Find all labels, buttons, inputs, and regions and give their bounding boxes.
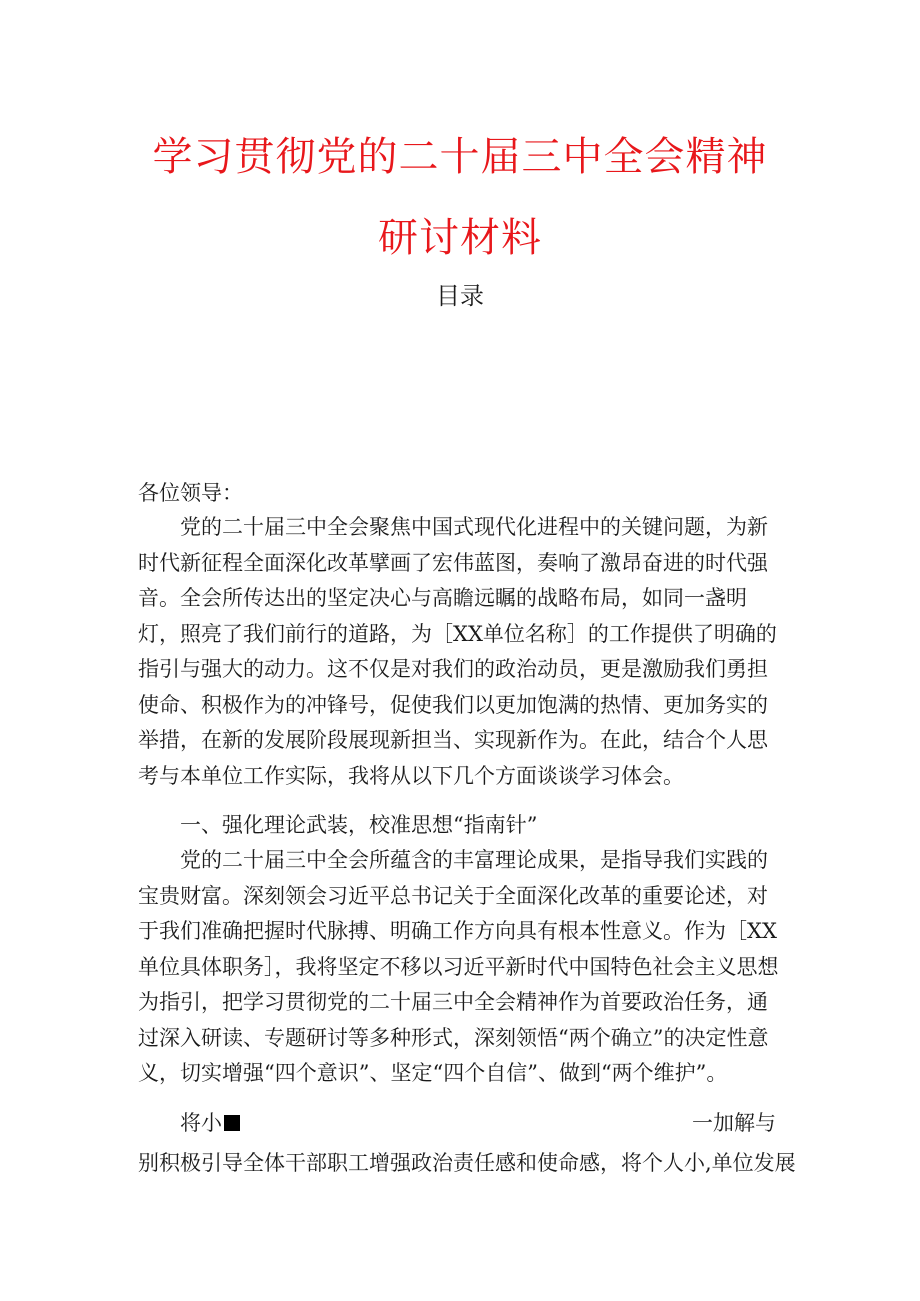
document-title-line1: 学习贯彻党的二十届三中全会精神 xyxy=(152,134,768,180)
redaction-square-icon xyxy=(224,1115,240,1131)
fragment-text: 将小 xyxy=(180,1111,222,1135)
section-1-paragraph: 党的二十届三中全会所蕴含的丰富理论成果，是指导我们实践的宝贵财富。深刻领会习近平总书记关于全面深化改革的重要论述，对于我们准确把握时代脉搏、明确工作方向具有根本性意义。作为［XX单位具体职务］，我将坚定不移以习近平新时代中国特色社会主义思想为指引，把学习贯彻党的二十届三中全会精神作为首要政治任务，通过深入研读、专题研讨等多种形式，深刻领悟“两个确立”的决定性意义，切实增强“四个意识”、坚定“四个自信”、做到“两个维护”。 xyxy=(138,848,779,1085)
intro-paragraph: 党的二十届三中全会聚焦中国式现代化进程中的关键问题，为新时代新征程全面深化改革擘画了宏伟蓝图，奏响了激昂奋进的时代强音。全会所传达出的坚定决心与高瞻远瞩的战略布局，如同一盏明灯，照亮了我们前行的道路，为［XX单位名称］的工作提供了明确的指引与强大的动力。这不仅是对我们的政治动员，更是激励我们勇担使命、积极作为的冲锋号，促使我们以更加饱满的热情、更加务实的举措，在新的发展阶段展现新担当、实现新作为。在此，结合个人思考与本单位工作实际，我将从以下几个方面谈谈学习体会。 xyxy=(138,515,777,788)
toc-heading: 目录 xyxy=(436,282,484,310)
section-heading-1: 一、强化理论武装，校准思想“指南针” xyxy=(180,813,538,837)
document-title-line2: 研讨材料 xyxy=(378,215,542,261)
salutation: 各位领导： xyxy=(138,481,243,505)
fragment-line xyxy=(180,1106,240,1142)
last-text-line: 别积极引导全体干部职工增强政治责任感和使命感，将个人小,单位发展 xyxy=(138,1151,796,1175)
fragment-right-text: 一加解与 xyxy=(692,1111,776,1135)
